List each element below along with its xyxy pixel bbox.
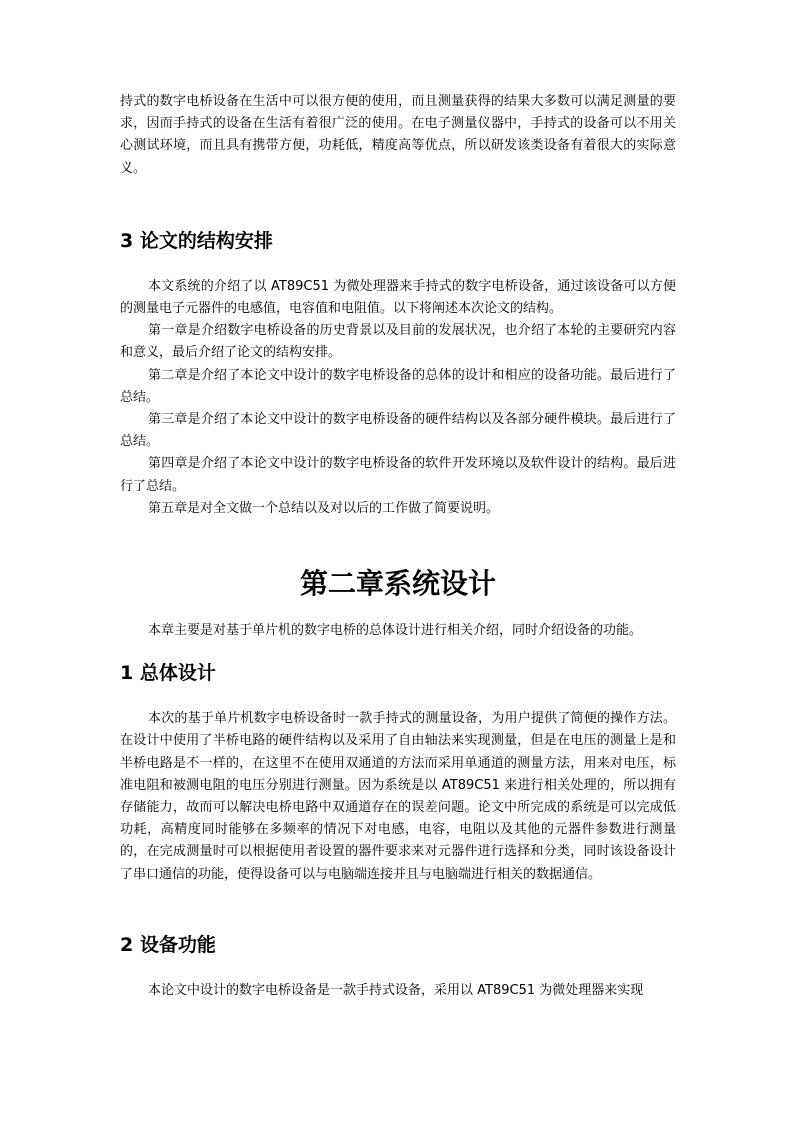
section-3-heading: 3 论文的结构安排 xyxy=(120,229,273,252)
section-3-paragraph: 第三章是介绍了本论文中设计的数字电桥设备的硬件结构以及各部分硬件模块。最后进行了总结。 xyxy=(120,412,676,450)
section-2-heading: 2 设备功能 xyxy=(120,933,216,956)
section-3-paragraph: 本文系统的介绍了以 AT89C51 为微处理器来手持式的数字电桥设备，通过该设备可以方便的测量电子元器件的电感值，电容值和电阻值。以下将阐述本次论文的结构。 xyxy=(120,278,676,317)
chapter-2-intro: 本章主要是对基于单片机的数字电桥的总体设计进行相关介绍，同时介绍设备的功能。 xyxy=(148,623,643,639)
section-3-paragraph: 第五章是对全文做一个总结以及对以后的工作做了简要说明。 xyxy=(148,500,500,516)
section-1-heading: 1 总体设计 xyxy=(120,662,216,685)
intro-paragraph: 持式的数字电桥设备在生活中可以很方便的使用，而且测量获得的结果大多数可以满足测量的要求，因而手持式的设备在生活有着很广泛的使用。在电子测量仪器中，手持式的设备可以不用关心测试环境，而且具有携带方便，功耗低，精度高等优点，所以研发该类设备有着很大的实际意义。 xyxy=(120,94,676,176)
section-3-paragraph: 第四章是介绍了本论文中设计的数字电桥设备的软件开发环境以及软件设计的结构。最后进行了总结。 xyxy=(120,456,676,494)
section-1-paragraph: 本次的基于单片机数字电桥设备时一款手持式的测量设备，为用户提供了简便的操作方法。在设计中使用了半桥电路的硬件结构以及采用了自由轴法来实现测量，但是在电压的测量上是和半桥电路是不一样的，在这里不在使用双通道的方法而采用单通道的测量方法，用来对电压，标准电阻和被测电阻的电压分别进行测量。因为系统是以 AT89C51 来进行相关处理的，所以拥有存储能力，故而可以解决电桥电路中双通道存在的误差问题。论文中所完成的系统是可以完成低功耗，高精度同时能够在多频率的情况下对电感，电容，电阻以及其他的元器件参数进行测量的，在完成测量时可以根据使用者设置的器件要求来对元器件进行选择和分类，同时该设备设计了串口通信的功能，使得设备可以与电脑端连接并且与电脑端进行相关的数据通信。 xyxy=(120,711,676,882)
section-3-paragraph: 第二章是介绍了本论文中设计的数字电桥设备的总体的设计和相应的设备功能。最后进行了总结。 xyxy=(120,367,676,405)
section-2-paragraph: 本论文中设计的数字电桥设备是一款手持式设备，采用以 AT89C51 为微处理器来实现 xyxy=(148,982,644,998)
section-3-paragraph: 第一章是介绍数字电桥设备的历史背景以及目前的发展状况，也介绍了本轮的主要研究内容和意义，最后介绍了论文的结构安排。 xyxy=(120,323,676,361)
document-page xyxy=(120,0,676,1002)
chapter-2-title: 第二章系统设计 xyxy=(299,567,496,601)
section-3-body xyxy=(120,276,676,520)
